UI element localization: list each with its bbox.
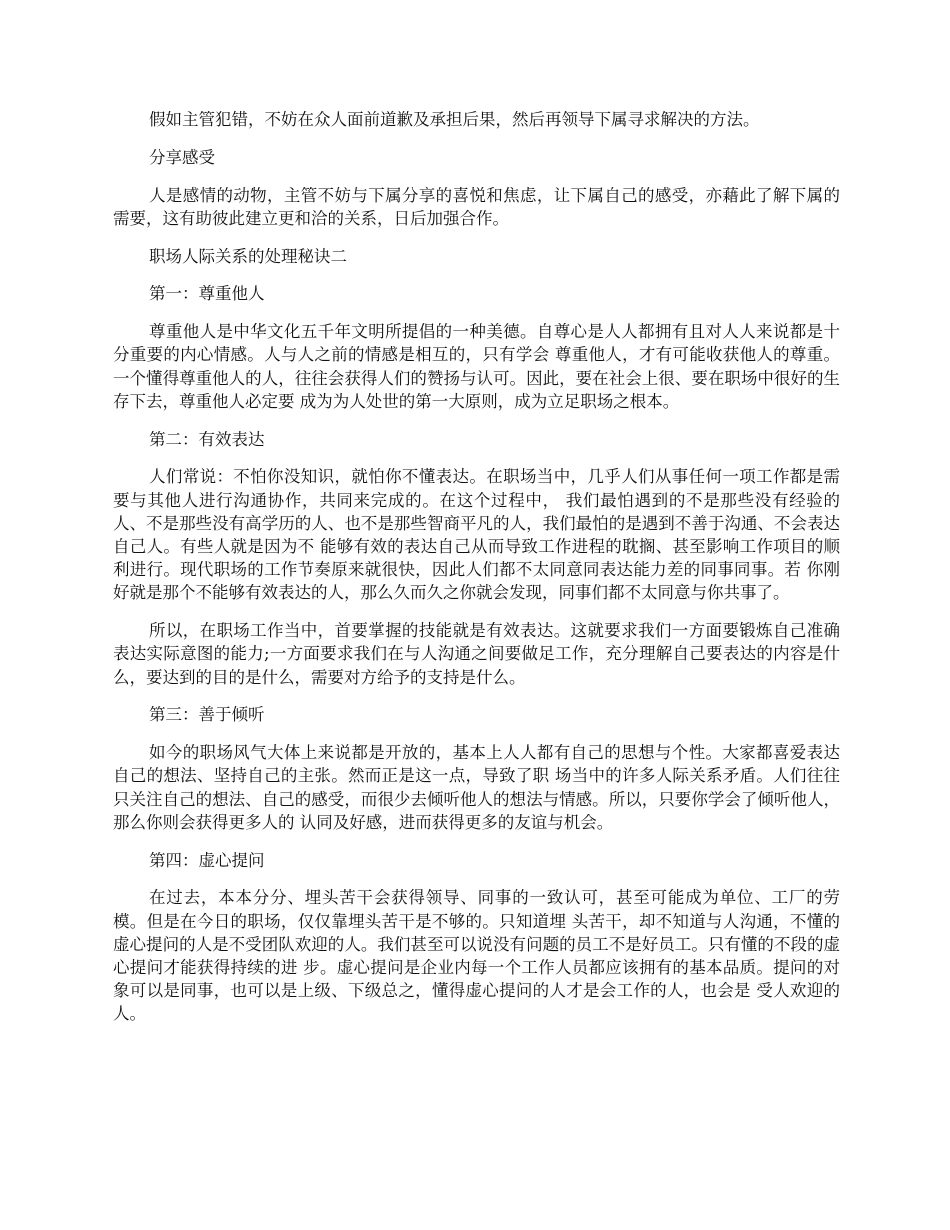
paragraph-apology: 假如主管犯错，不妨在众人面前道歉及承担后果，然后再领导下属寻求解决的方法。: [149, 110, 760, 129]
paragraph-expression-skills: 所以，在职场工作当中，首要掌握的技能就是有效表达。这就要求我们一方面要锻炼自己准确表达实际意图的能力;一方面要求我们在与人沟通之间要做足工作，充分理解自己要表达的内容是什么，要达到的目的是什么，需要对方给予的支持是什么。: [113, 621, 840, 687]
paragraph-good-listening: 如今的职场风气大体上来说都是开放的，基本上人人都有自己的思想与个性。大家都喜爱表达自己的想法、坚持自己的主张。然而正是这一点，导致了职 场当中的许多人际关系矛盾。人们往往只关注自己的想法、自己的感受，而很少去倾听他人的想法与情感。所以，只要你学会了倾听他人，那么你则会获得更多人的 认同及好感，进而获得更多的友谊与机会。: [113, 743, 840, 832]
paragraph-share-feelings: 人是感情的动物，主管不妨与下属分享的喜悦和焦虑，让下属自己的感受，亦藉此了解下属的需要，这有助彼此建立更和洽的关系，日后加强合作。: [113, 185, 840, 228]
document-body: [113, 108, 840, 1040]
paragraph-respect-others: 尊重他人是中华文化五千年文明所提倡的一种美德。自尊心是人人都拥有且对人人来说都是十分重要的内心情感。人与人之前的情感是相互的，只有学会 尊重他人，才有可能收获他人的尊重。一个懂得尊重他人的人，往往会获得人们的赞扬与认可。因此，要在社会上很、要在职场中很好的生存下去，尊重他人必定要 成为为人处世的第一大原则，成为立足职场之根本。: [113, 322, 840, 411]
heading-good-listening: 第三：善于倾听: [149, 705, 265, 725]
heading-humble-questions: 第四：虚心提问: [149, 850, 265, 870]
heading-share-feelings: 分享感受: [149, 147, 215, 167]
heading-respect-others: 第一：尊重他人: [149, 284, 265, 304]
heading-secrets-two: 职场人际关系的处理秘诀二: [149, 246, 347, 266]
paragraph-humble-questions: 在过去，本本分分、埋头苦干会获得领导、同事的一致认可，甚至可能成为单位、工厂的劳模。但是在今日的职场，仅仅靠埋头苦干是不够的。只知道埋 头苦干，却不知道与人沟通，不懂的虚心提问的人是不受团队欢迎的人。我们甚至可以说没有问题的员工不是好员工。只有懂的不段的虚心提问才能获得持续的进 步。虚心提问是企业内每一个工作人员都应该拥有的基本品质。提问的对象可以是同事，也可以是上级、下级总之，懂得虚心提问的人才是会工作的人，也会是 受人欢迎的人。: [113, 888, 840, 1024]
paragraph-effective-expression: 人们常说：不怕你没知识，就怕你不懂表达。在职场当中，几乎人们从事任何一项工作都是需要与其他人进行沟通协作，共同来完成的。在这个过程中， 我们最怕遇到的不是那些没有经验的人、不是那些没有高学历的人、也不是那些智商平凡的人，我们最怕的是遇到不善于沟通、不会表达自己人。有些人就是因为不 能够有效的表达自己从而导致工作进程的耽搁、甚至影响工作项目的顺利进行。现代职场的工作节奏原来就很快，因此人们都不太同意同表达能力差的同事同事。若 你刚好就是那个不能够有效表达的人，那么久而久之你就会发现，同事们都不太同意与你共事了。: [113, 467, 840, 603]
heading-effective-expression: 第二：有效表达: [149, 429, 265, 449]
